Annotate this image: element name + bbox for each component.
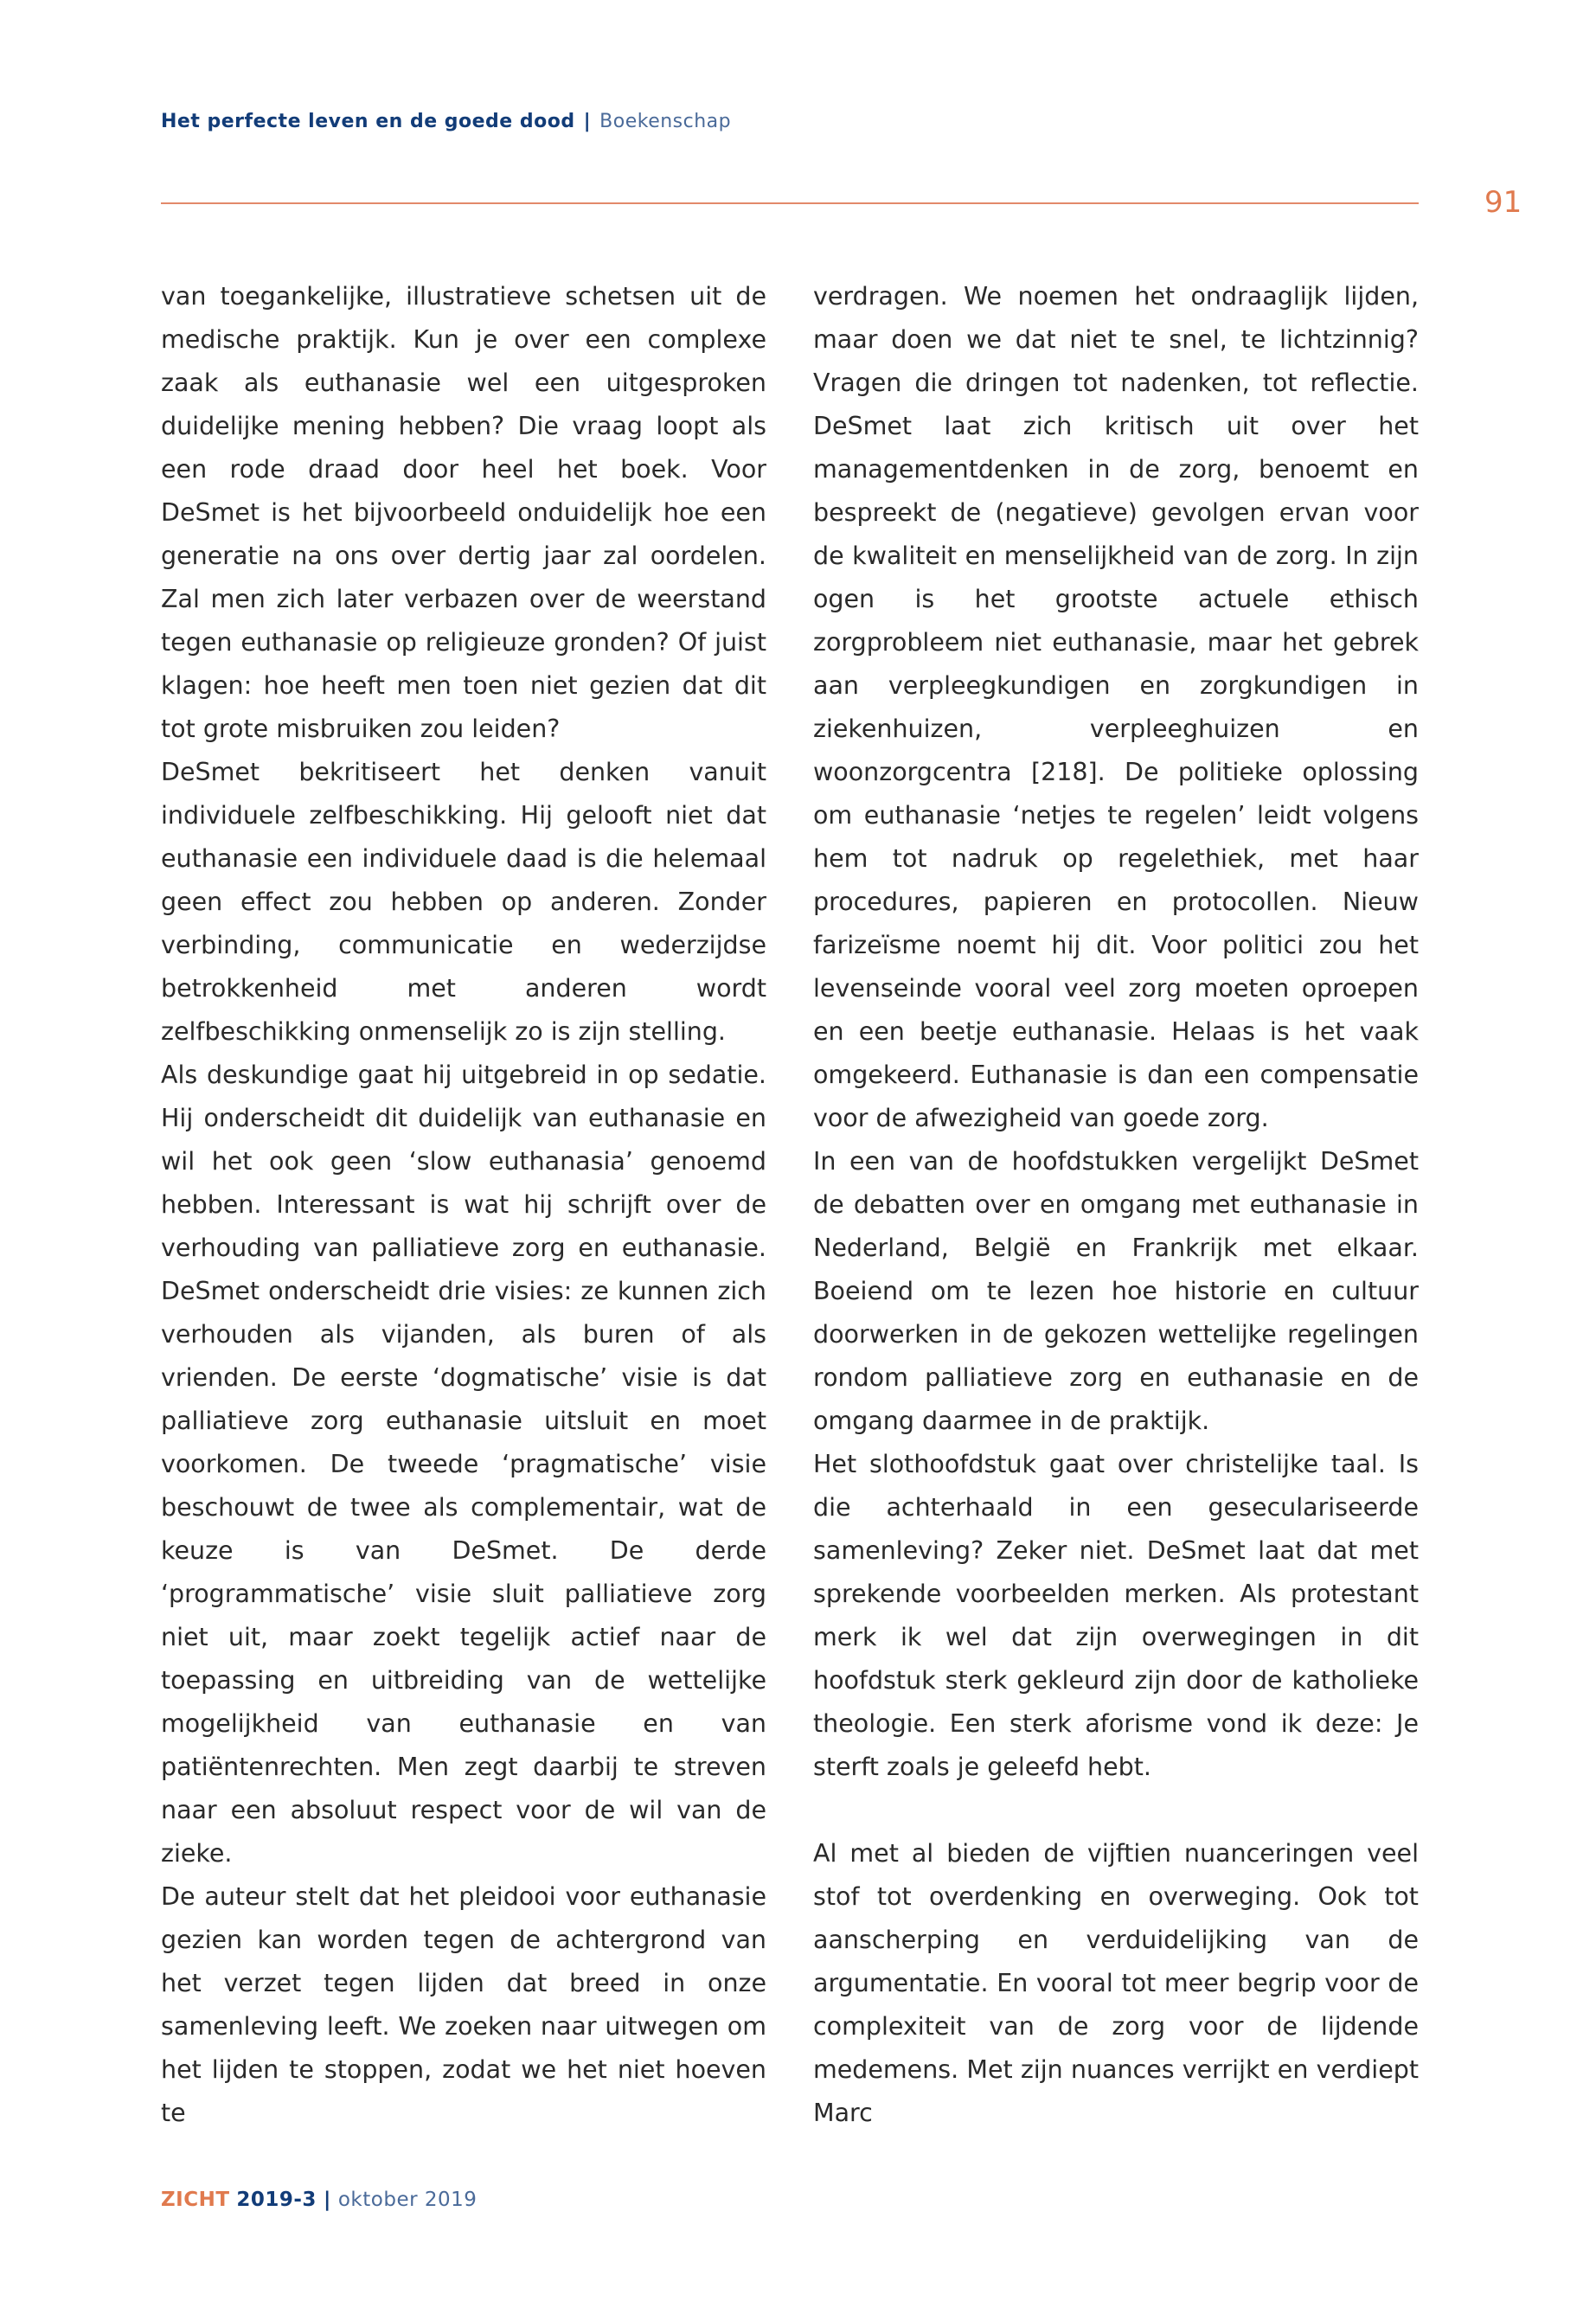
right-paragraph-4: Al met al bieden de vijftien nuanceringen veel stof tot overdenking en overweging. Ook tot aanscherping en verduidelijking van de argumentatie. En vooral tot meer begrip voor de complexiteit van de zorg voor de lijdende medemens. Met zijn nuances verrijkt en verdiept Marc <box>813 1839 1419 2127</box>
right-paragraph-3: Het slothoofdstuk gaat over christelijke taal. Is die achterhaald in een geseculariseerde samenleving? Zeker niet. DeSmet laat dat met sprekende voorbeelden merken. Als protestant merk ik wel dat zijn overwegingen in dit hoofdstuk sterk gekleurd zijn door de katholieke theologie. Een sterk aforisme vond ik deze: Je sterft zoals je geleefd hebt. <box>813 1450 1419 1781</box>
right-paragraph-2: In een van de hoofdstukken vergelijkt DeSmet de debatten over en omgang met euthanasie in Nederland, België en Frankrijk met elkaar. Boeiend om te lezen hoe historie en cultuur doorwerken in de gekozen wettelijke regelingen rondom palliatieve zorg en euthanasie en de omgang daarmee in de praktijk. <box>813 1147 1419 1435</box>
header-title: Het perfecte leven en de goede dood <box>161 111 575 132</box>
header-section: Boekenschap <box>599 111 732 132</box>
footer-issue: 2019-3 <box>236 2189 317 2211</box>
right-column <box>813 275 1419 2135</box>
footer-brand: ZICHT <box>161 2189 230 2211</box>
footer-separator: | <box>323 2189 331 2211</box>
header-rule <box>161 202 1419 204</box>
left-column <box>161 275 766 2135</box>
footer-date: oktober 2019 <box>337 2189 478 2211</box>
right-paragraph-1: verdragen. We noemen het ondraaglijk lijden, maar doen we dat niet te snel, te lichtzinnig? Vragen die dringen tot nadenken, tot reflectie. DeSmet laat zich kritisch uit over het managementdenken in de zorg, benoemt en bespreekt de (negatieve) gevolgen ervan voor de kwaliteit en menselijkheid van de zorg. In zijn ogen is het grootste actuele ethisch zorgprobleem niet euthanasie, maar het gebrek aan verpleegkundigen en zorgkundigen in ziekenhuizen, verpleeghuizen en woonzorgcentra [218]. De politieke oplossing om euthanasie ‘netjes te regelen’ leidt volgens hem tot nadruk op regelethiek, met haar procedures, papieren en protocollen. Nieuw farizeïsme noemt hij dit. Voor politici zou het levenseinde vooral veel zorg moeten oproepen en een beetje euthanasie. Helaas is het vaak omgekeerd. Euthanasie is dan een compensatie voor de afwezigheid van goede zorg. <box>813 282 1419 1132</box>
left-paragraph-1: van toegankelijke, illustratieve schetsen uit de medische praktijk. Kun je over een complexe zaak als euthanasie wel een uitgesproken duidelijke mening hebben? Die vraag loopt als een rode draad door heel het boek. Voor DeSmet is het bijvoorbeeld onduidelijk hoe een generatie na ons over dertig jaar zal oordelen. Zal men zich later verbazen over de weerstand tegen euthanasie op religieuze gronden? Of juist klagen: hoe heeft men toen niet gezien dat dit tot grote misbruiken zou leiden? <box>161 282 766 743</box>
running-header <box>161 111 731 132</box>
left-paragraph-2: DeSmet bekritiseert het denken vanuit individuele zelfbeschikking. Hij gelooft niet dat euthanasie een individuele daad is die helemaal geen effect zou hebben op anderen. Zonder verbinding, communicatie en wederzijdse betrokkenheid met anderen wordt zelfbeschikking onmenselijk zo is zijn stelling. <box>161 758 766 1046</box>
header-separator: | <box>583 111 592 132</box>
page-number: 91 <box>1484 185 1522 220</box>
left-paragraph-3: Als deskundige gaat hij uitgebreid in op sedatie. Hij onderscheidt dit duidelijk van euthanasie en wil het ook geen ‘slow euthanasia’ genoemd hebben. Interessant is wat hij schrijft over de verhouding van palliatieve zorg en euthanasie. DeSmet onderscheidt drie visies: ze kunnen zich verhouden als vijanden, als buren of als vrienden. De eerste ‘dogmatische’ visie is dat palliatieve zorg euthanasie uitsluit en moet voorkomen. De tweede ‘pragmatische’ visie beschouwt de twee als complementair, wat de keuze is van DeSmet. De derde ‘programmatische’ visie sluit palliatieve zorg niet uit, maar zoekt tegelijk actief naar de toepassing en uitbreiding van de wettelijke mogelijkheid van euthanasie en van patiëntenrechten. Men zegt daarbij te streven naar een absoluut respect voor de wil van de zieke. <box>161 1061 766 1868</box>
left-paragraph-4: De auteur stelt dat het pleidooi voor euthanasie gezien kan worden tegen de achtergrond van het verzet tegen lijden dat breed in onze samenleving leeft. We zoeken naar uitwegen om het lijden te stoppen, zodat we het niet hoeven te <box>161 1882 766 2127</box>
running-footer <box>161 2189 477 2211</box>
